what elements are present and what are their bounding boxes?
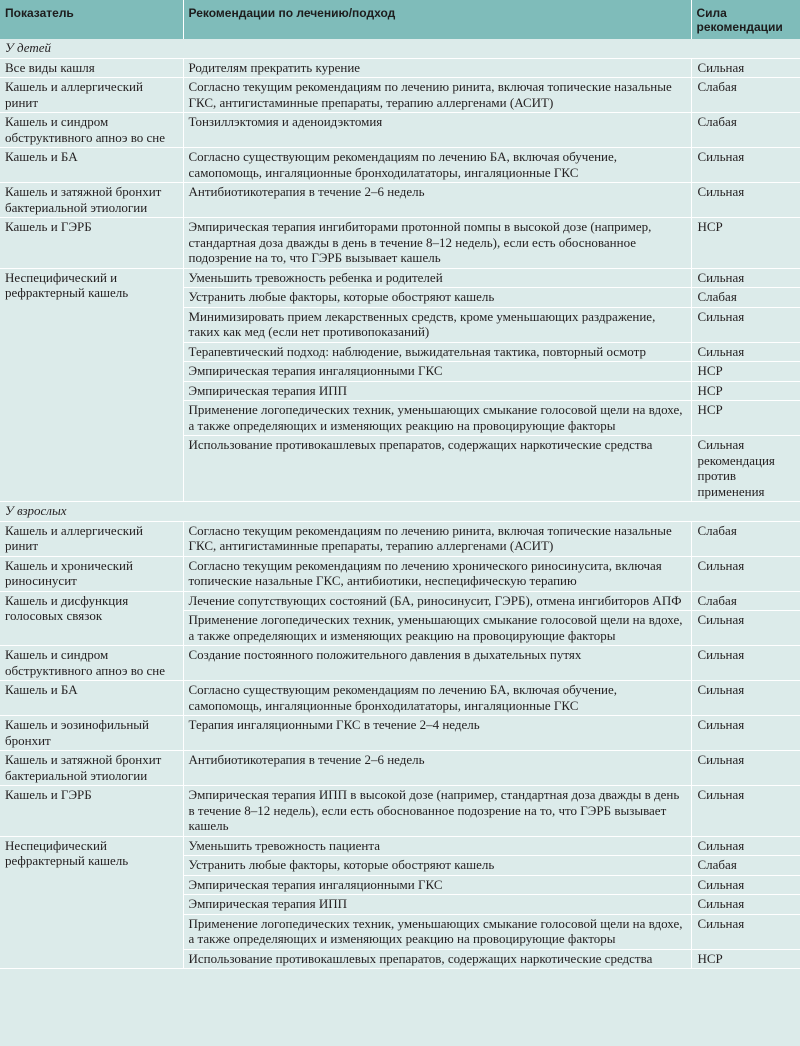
strength-cell: Сильная bbox=[691, 611, 800, 646]
recommendation-cell: Эмпирическая терапия ингаляционными ГКС bbox=[183, 362, 691, 382]
recommendation-cell: Эмпирическая терапия ингаляционными ГКС bbox=[183, 875, 691, 895]
recommendation-cell: Терапия ингаляционными ГКС в течение 2–4 недель bbox=[183, 716, 691, 751]
strength-cell: Сильная bbox=[691, 646, 800, 681]
recommendation-cell: Уменьшить тревожность пациента bbox=[183, 836, 691, 856]
strength-cell: Слабая bbox=[691, 78, 800, 113]
section-children bbox=[0, 39, 800, 58]
strength-cell: Сильная bbox=[691, 58, 800, 78]
recommendation-cell: Лечение сопутствующих состояний (БА, риносинусит, ГЭРБ), отмена ингибиторов АПФ bbox=[183, 591, 691, 611]
strength-cell: Сильная bbox=[691, 716, 800, 751]
section-label: У детей bbox=[0, 39, 800, 58]
recommendation-cell: Устранить любые факторы, которые обостряют кашель bbox=[183, 288, 691, 308]
table-row bbox=[0, 836, 800, 856]
indicator-cell: Кашель и эозинофильный бронхит bbox=[0, 716, 183, 751]
table-row bbox=[0, 113, 800, 148]
recommendation-cell: Тонзиллэктомия и аденоидэктомия bbox=[183, 113, 691, 148]
recommendation-cell: Минимизировать прием лекарственных средств, кроме уменьшающих раздражение, таких как мед (если нет противопоказаний) bbox=[183, 307, 691, 342]
strength-cell: Сильная bbox=[691, 836, 800, 856]
strength-cell: НСР bbox=[691, 218, 800, 269]
indicator-cell: Неспецифический рефрактерный кашель bbox=[0, 836, 183, 969]
strength-cell: Слабая bbox=[691, 856, 800, 876]
recommendation-cell: Использование противокашлевых препаратов, содержащих наркотические средства bbox=[183, 436, 691, 502]
strength-cell: Сильная bbox=[691, 183, 800, 218]
recommendation-cell: Устранить любые факторы, которые обостряют кашель bbox=[183, 856, 691, 876]
strength-cell: Сильная bbox=[691, 556, 800, 591]
strength-cell: Сильная bbox=[691, 914, 800, 949]
section-adults bbox=[0, 502, 800, 522]
strength-cell: Сильная bbox=[691, 148, 800, 183]
strength-cell: Сильная bbox=[691, 342, 800, 362]
recommendation-cell: Согласно текущим рекомендациям по лечению хронического риносинусита, включая топические назальные ГКС, антибиотики, неспецифическую терапию bbox=[183, 556, 691, 591]
header-recommendation: Рекомендации по лечению/подход bbox=[183, 0, 691, 39]
header-strength: Сила рекомендации bbox=[691, 0, 800, 39]
recommendation-cell: Применение логопедических техник, уменьшающих смыкание голосовой щели на вдохе, а также определяющих и изменяющих реакцию на провоцирующие факторы bbox=[183, 401, 691, 436]
indicator-cell: Кашель и ГЭРБ bbox=[0, 218, 183, 269]
recommendation-cell: Создание постоянного положительного давления в дыхательных путях bbox=[183, 646, 691, 681]
indicator-cell: Кашель и аллергический ринит bbox=[0, 521, 183, 556]
strength-cell: Сильная bbox=[691, 307, 800, 342]
table-row bbox=[0, 183, 800, 218]
table-row bbox=[0, 646, 800, 681]
strength-cell: Сильная рекомендация против применения bbox=[691, 436, 800, 502]
strength-cell: Слабая bbox=[691, 591, 800, 611]
table-row bbox=[0, 218, 800, 269]
indicator-cell: Кашель и дисфункция голосовых связок bbox=[0, 591, 183, 646]
indicator-cell: Кашель и ГЭРБ bbox=[0, 786, 183, 837]
recommendation-cell: Эмпирическая терапия ингибиторами протонной помпы в высокой дозе (например, стандартная доза дважды в день в течение 8–12 недель), если есть обоснованное подозрение на то, что ГЭРБ вызывает кашель bbox=[183, 218, 691, 269]
indicator-cell: Все виды кашля bbox=[0, 58, 183, 78]
recommendation-cell: Терапевтический подход: наблюдение, выжидательная тактика, повторный осмотр bbox=[183, 342, 691, 362]
recommendation-cell: Согласно существующим рекомендациям по лечению БА, включая обучение, самопомощь, ингаляционные бронходилататоры, ингаляционные ГКС bbox=[183, 681, 691, 716]
header-row bbox=[0, 0, 800, 39]
strength-cell: НСР bbox=[691, 401, 800, 436]
recommendation-cell: Применение логопедических техник, уменьшающих смыкание голосовой щели на вдохе, а также определяющих и изменяющих реакцию на провоцирующие факторы bbox=[183, 914, 691, 949]
table-row bbox=[0, 591, 800, 611]
table-row bbox=[0, 521, 800, 556]
indicator-cell: Кашель и затяжной бронхит бактериальной этиологии bbox=[0, 751, 183, 786]
indicator-cell: Кашель и БА bbox=[0, 681, 183, 716]
table-row bbox=[0, 58, 800, 78]
table-row bbox=[0, 681, 800, 716]
strength-cell: Слабая bbox=[691, 288, 800, 308]
section-label: У взрослых bbox=[0, 502, 800, 522]
table-row bbox=[0, 268, 800, 288]
indicator-cell: Кашель и синдром обструктивного апноэ во сне bbox=[0, 113, 183, 148]
strength-cell: Слабая bbox=[691, 113, 800, 148]
strength-cell: НСР bbox=[691, 949, 800, 969]
recommendation-cell: Антибиотикотерапия в течение 2–6 недель bbox=[183, 751, 691, 786]
recommendation-cell: Эмпирическая терапия ИПП bbox=[183, 381, 691, 401]
table-row bbox=[0, 716, 800, 751]
recommendation-cell: Антибиотикотерапия в течение 2–6 недель bbox=[183, 183, 691, 218]
strength-cell: НСР bbox=[691, 381, 800, 401]
indicator-cell: Кашель и синдром обструктивного апноэ во сне bbox=[0, 646, 183, 681]
indicator-cell: Кашель и затяжной бронхит бактериальной этиологии bbox=[0, 183, 183, 218]
table-row bbox=[0, 78, 800, 113]
strength-cell: Слабая bbox=[691, 521, 800, 556]
strength-cell: Сильная bbox=[691, 875, 800, 895]
indicator-cell: Кашель и БА bbox=[0, 148, 183, 183]
strength-cell: Сильная bbox=[691, 751, 800, 786]
recommendation-cell: Родителям прекратить курение bbox=[183, 58, 691, 78]
strength-cell: НСР bbox=[691, 362, 800, 382]
recommendation-cell: Согласно существующим рекомендациям по лечению БА, включая обучение, самопомощь, ингаляционные бронходилататоры, ингаляционные ГКС bbox=[183, 148, 691, 183]
header-indicator: Показатель bbox=[0, 0, 183, 39]
indicator-cell: Кашель и хронический риносинусит bbox=[0, 556, 183, 591]
table-row bbox=[0, 148, 800, 183]
recommendation-cell: Эмпирическая терапия ИПП bbox=[183, 895, 691, 915]
indicator-cell: Неспецифический и рефрактерный кашель bbox=[0, 268, 183, 502]
table-row bbox=[0, 786, 800, 837]
indicator-cell: Кашель и аллергический ринит bbox=[0, 78, 183, 113]
table-row bbox=[0, 751, 800, 786]
recommendation-cell: Согласно текущим рекомендациям по лечению ринита, включая топические назальные ГКС, антигистаминные препараты, терапию аллергенами (АСИТ) bbox=[183, 78, 691, 113]
strength-cell: Сильная bbox=[691, 786, 800, 837]
strength-cell: Сильная bbox=[691, 268, 800, 288]
recommendation-cell: Уменьшить тревожность ребенка и родителей bbox=[183, 268, 691, 288]
recommendation-cell: Применение логопедических техник, уменьшающих смыкание голосовой щели на вдохе, а также определяющих и изменяющих реакцию на провоцирующие факторы bbox=[183, 611, 691, 646]
strength-cell: Сильная bbox=[691, 681, 800, 716]
recommendation-cell: Согласно текущим рекомендациям по лечению ринита, включая топические назальные ГКС, антигистаминные препараты, терапию аллергенами (АСИТ) bbox=[183, 521, 691, 556]
table-row bbox=[0, 556, 800, 591]
recommendation-cell: Эмпирическая терапия ИПП в высокой дозе (например, стандартная доза дважды в день в течение 8–12 недель), если есть обоснованное подозрение на то, что ГЭРБ вызывает кашель bbox=[183, 786, 691, 837]
recommendation-cell: Использование противокашлевых препаратов, содержащих наркотические средства bbox=[183, 949, 691, 969]
strength-cell: Сильная bbox=[691, 895, 800, 915]
